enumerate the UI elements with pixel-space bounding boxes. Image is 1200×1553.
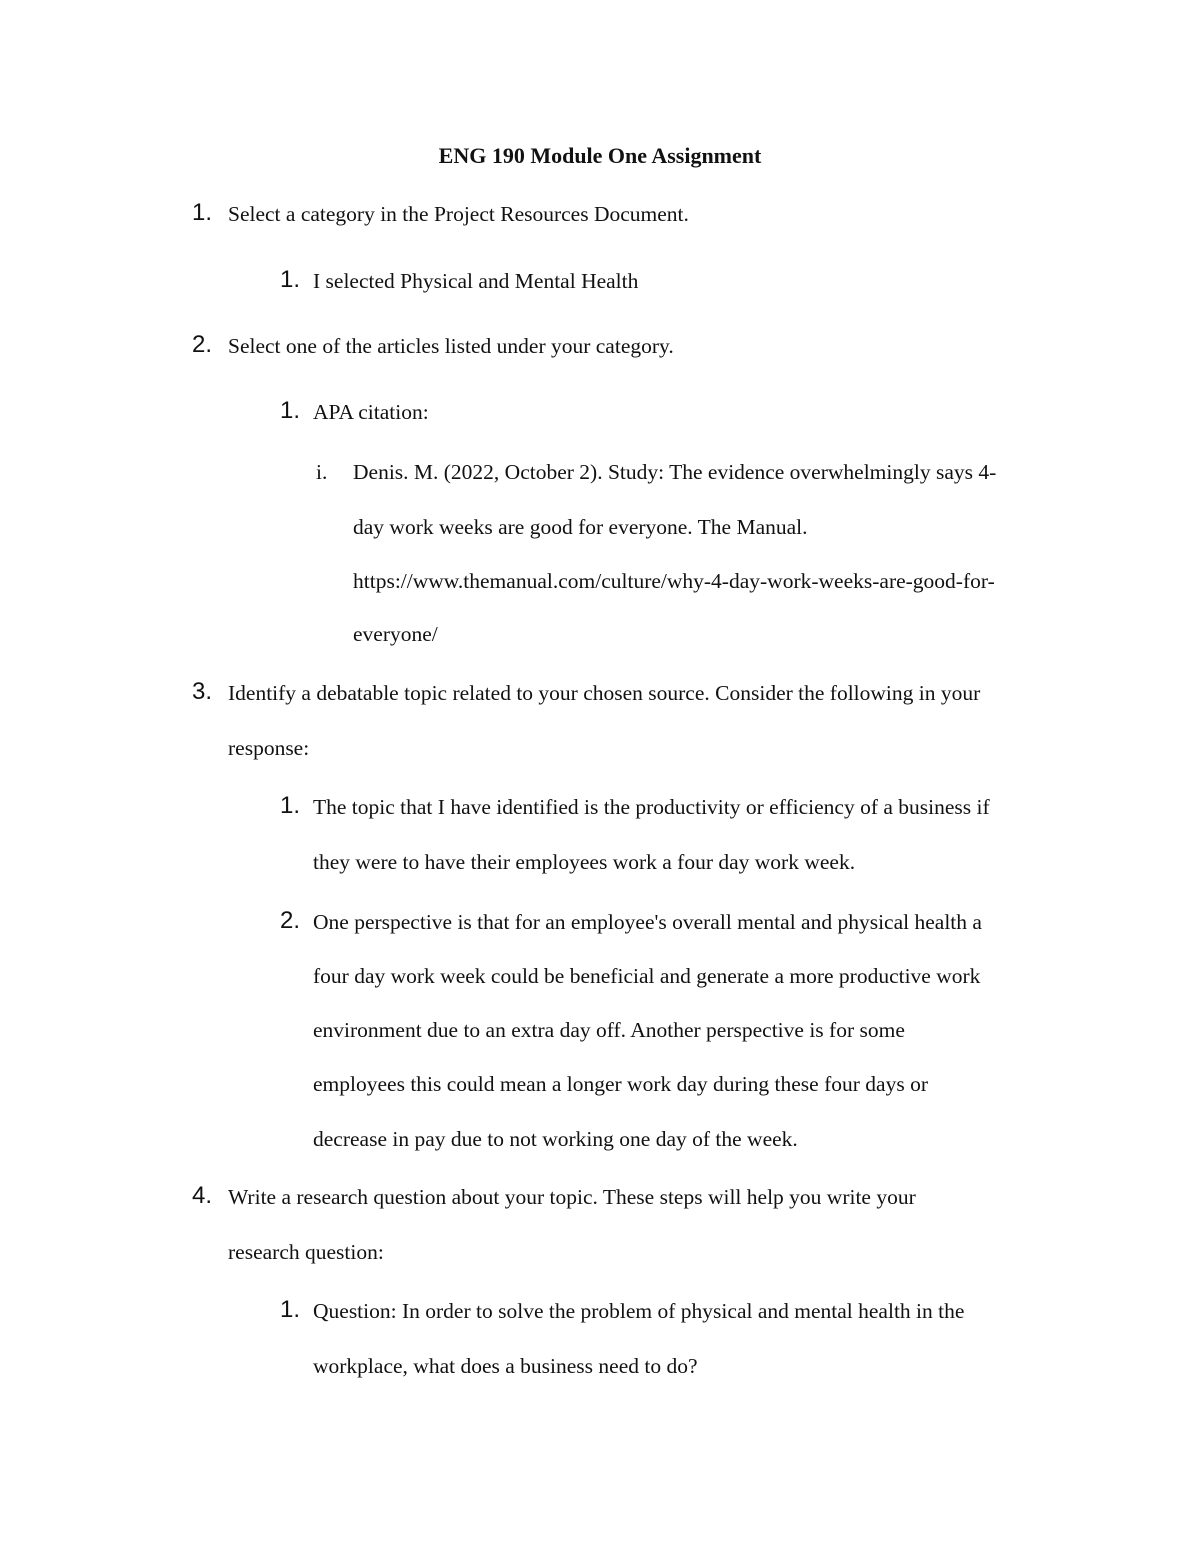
sublist-item-3-2-line-2: four day work week could be beneficial and generate a more productive work xyxy=(313,964,981,988)
sublist-item-3-1-line-1: The topic that I have identified is the productivity or efficiency of a business if xyxy=(313,795,990,819)
citation-line-4-url: everyone/ xyxy=(353,622,438,646)
sublist-item-3-2-line-5: decrease in pay due to not working one day of the week. xyxy=(313,1127,798,1151)
list-number-3: 3. xyxy=(192,678,213,705)
list-item-4-line-1: Write a research question about your topic. These steps will help you write your xyxy=(228,1185,916,1209)
list-item-3-line-2: response: xyxy=(228,736,310,760)
list-item-4-line-2: research question: xyxy=(228,1240,384,1264)
list-item-3-line-1: Identify a debatable topic related to your chosen source. Consider the following in your xyxy=(228,681,981,705)
citation-line-1: Denis. M. (2022, October 2). Study: The evidence overwhelmingly says 4- xyxy=(353,460,997,484)
list-number-1: 1. xyxy=(192,199,213,226)
citation-line-3-url: https://www.themanual.com/culture/why-4-day-work-weeks-are-good-for- xyxy=(353,569,995,593)
sublist-number-1-1: 1. xyxy=(280,266,301,293)
sublist-item-3-1-line-2: they were to have their employees work a four day work week. xyxy=(313,850,856,874)
list-item-1-text: Select a category in the Project Resources Document. xyxy=(228,202,689,226)
sublist-number-3-1: 1. xyxy=(280,792,301,819)
list-number-4: 4. xyxy=(192,1182,213,1209)
sublist-number-3-2: 2. xyxy=(280,907,301,934)
citation-number: i. xyxy=(316,460,328,484)
sublist-item-3-2-line-4: employees this could mean a longer work day during these four days or xyxy=(313,1072,928,1096)
list-number-2: 2. xyxy=(192,331,213,358)
list-item-2-text: Select one of the articles listed under your category. xyxy=(228,334,674,358)
sublist-item-2-1-text: APA citation: xyxy=(313,400,429,424)
sublist-number-4-1: 1. xyxy=(280,1296,301,1323)
sublist-number-2-1: 1. xyxy=(280,397,301,424)
sublist-item-3-2-line-3: environment due to an extra day off. Another perspective is for some xyxy=(313,1018,905,1042)
sublist-item-4-1-line-1: Question: In order to solve the problem of physical and mental health in the xyxy=(313,1299,965,1323)
document-title: ENG 190 Module One Assignment xyxy=(438,143,762,168)
sublist-item-1-1-text: I selected Physical and Mental Health xyxy=(313,269,639,293)
sublist-item-3-2-line-1: One perspective is that for an employee's overall mental and physical health a xyxy=(313,910,982,934)
citation-line-2: day work weeks are good for everyone. The Manual. xyxy=(353,515,808,539)
sublist-item-4-1-line-2: workplace, what does a business need to do? xyxy=(313,1354,698,1378)
